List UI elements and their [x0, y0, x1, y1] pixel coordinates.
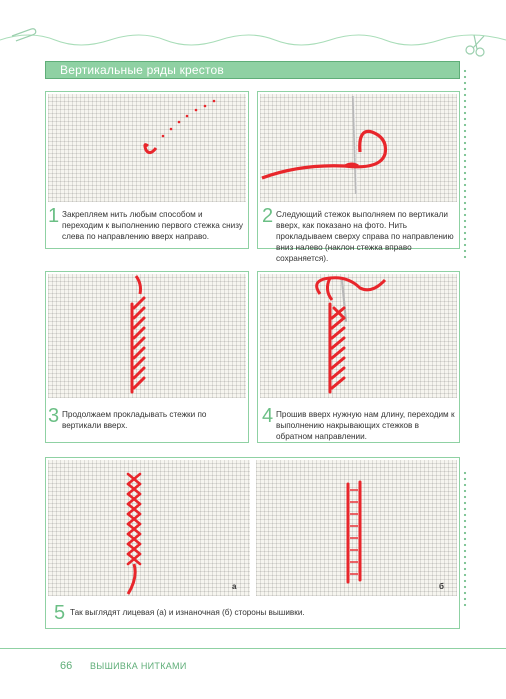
step-2-photo [260, 94, 457, 202]
step-3-panel [45, 271, 249, 443]
decorative-dots [462, 68, 468, 258]
step-number: 2 [262, 205, 274, 227]
step-number: 1 [48, 205, 60, 227]
step-4-panel [257, 271, 460, 443]
scissors-icon [466, 35, 484, 56]
step-text: Так выглядят лицевая (а) и изнаночная (б) стороны вышивки. [70, 608, 305, 617]
step-text: Продолжаем прокладывать стежки по вертикали вверх. [62, 410, 207, 430]
step-5-panel [45, 457, 460, 629]
step-5-photo-a [48, 460, 250, 596]
step-number: 4 [262, 405, 274, 427]
decorative-dots [462, 470, 468, 610]
book-title: ВЫШИВКА НИТКАМИ [90, 661, 187, 671]
step-4-photo [260, 274, 457, 398]
step-number: 3 [48, 405, 60, 427]
decorative-wave [0, 0, 506, 60]
step-number: 5 [54, 602, 66, 624]
photo-label-a: а [232, 582, 237, 591]
photo-label-b: б [439, 582, 444, 591]
page-number: 66 [60, 660, 73, 672]
step-text: Закрепляем нить любым способом и переходим к выполнению первого стежка снизу слева по направлению вверх направо. [62, 210, 244, 241]
step-1-panel [45, 91, 249, 249]
step-text: Прошив вверх нужную нам длину, переходим к выполнению накрывающих стежков в обратном направлении. [276, 410, 455, 441]
step-1-photo [48, 94, 246, 202]
step-2-panel [257, 91, 460, 263]
footer-divider [0, 648, 506, 649]
step-3-photo [48, 274, 246, 398]
section-title: Вертикальные ряды крестов [60, 63, 224, 77]
section-header [45, 61, 460, 79]
step-5-photo-b [256, 460, 457, 596]
step-text: Следующий стежок выполняем по вертикали вверх, как показано на фото. Нить прокладываем сверху справа по направлению вниз налево (наклон стежка вправо сохраняется). [276, 210, 454, 263]
